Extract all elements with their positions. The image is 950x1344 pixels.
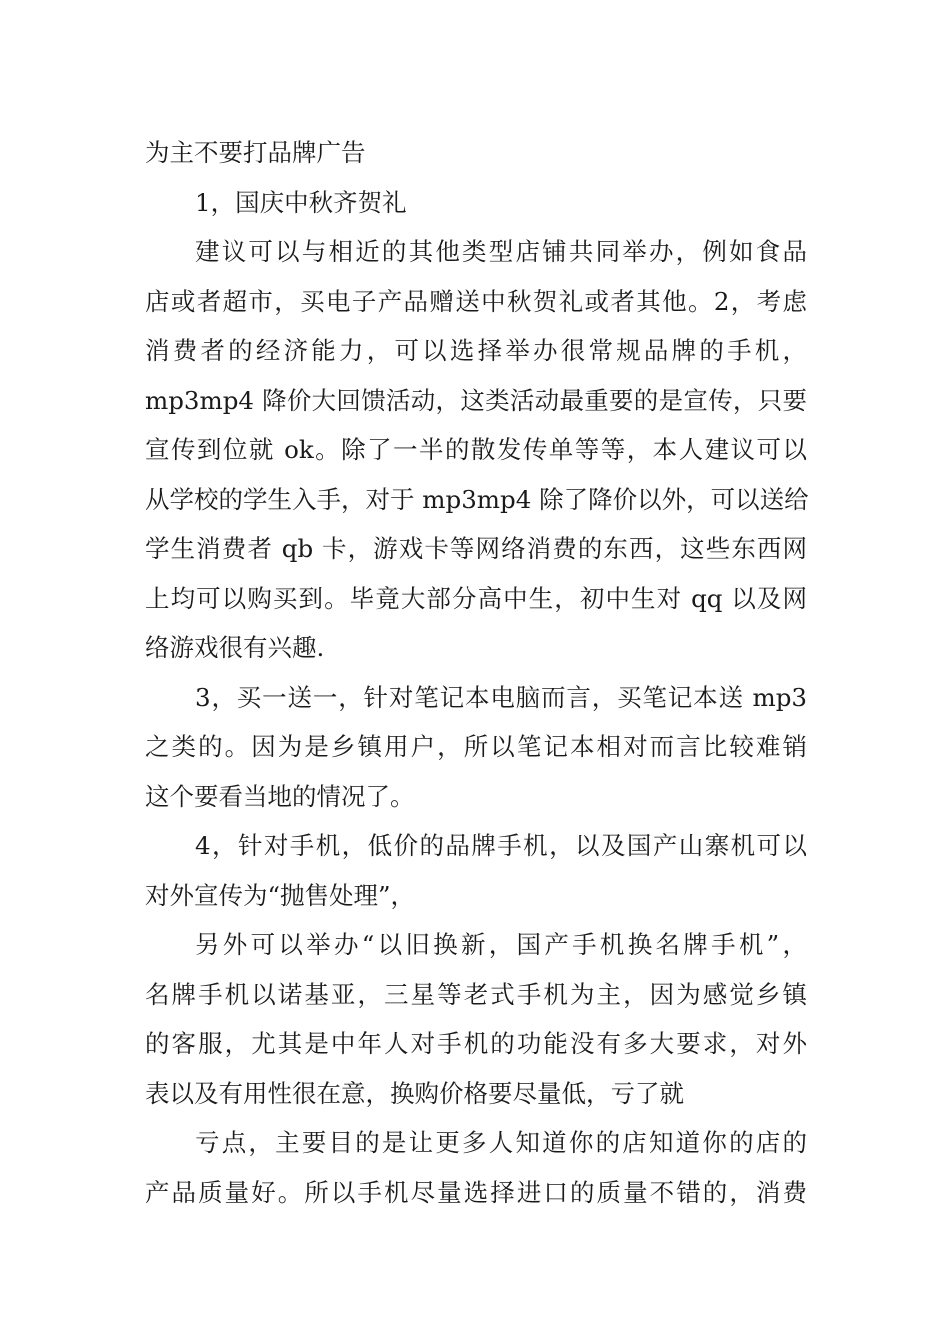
text-line: 3，买一送一，针对笔记本电脑而言，买笔记本送 mp3 xyxy=(195,682,807,712)
text-line: 另外可以举办“以旧换新，国产手机换名牌手机”， xyxy=(195,930,807,959)
text-line: 上均可以购买到。毕竟大部分高中生，初中生对 qq 以及网 xyxy=(145,583,807,613)
text-line: 宣传到位就 ok。除了一半的散发传单等等，本人建议可以 xyxy=(145,435,807,464)
text-line: 名牌手机以诺基亚，三星等老式手机为主，因为感觉乡镇 xyxy=(145,979,807,1009)
text-line: 之类的。因为是乡镇用户，所以笔记本相对而言比较难销 xyxy=(145,732,807,761)
text-line: 这个要看当地的情况了。 xyxy=(145,781,415,811)
text-line: 的客服，尤其是中年人对手机的功能没有多大要求，对外 xyxy=(145,1029,807,1058)
document-body xyxy=(145,128,807,1217)
text-line: 产品质量好。所以手机尽量选择进口的质量不错的，消费 xyxy=(145,1177,807,1207)
text-line: 学生消费者 qb 卡，游戏卡等网络消费的东西，这些东西网 xyxy=(145,534,807,563)
text-line: 络游戏很有兴趣. xyxy=(145,633,325,662)
text-line: 亏点，主要目的是让更多人知道你的店知道你的店的 xyxy=(195,1128,807,1157)
text-line: 从学校的学生入手，对于 mp3mp4 除了降价以外，可以送给 xyxy=(145,484,809,514)
text-line: 表以及有用性很在意，换购价格要尽量低，亏了就 xyxy=(145,1078,684,1108)
text-line: 为主不要打品牌广告 xyxy=(145,138,366,167)
text-line: 建议可以与相近的其他类型店铺共同举办，例如食品 xyxy=(195,237,807,266)
text-line: 1，国庆中秋齐贺礼 xyxy=(195,187,407,217)
text-line: 消费者的经济能力，可以选择举办很常规品牌的手机， xyxy=(145,336,807,365)
text-line: 店或者超市，买电子产品赠送中秋贺礼或者其他。2，考虑 xyxy=(145,286,807,316)
text-line: mp3mp4 降价大回馈活动，这类活动最重要的是宣传，只要 xyxy=(145,385,807,415)
text-line: 4，针对手机，低价的品牌手机，以及国产山寨机可以 xyxy=(195,831,807,860)
text-line: 对外宣传为“抛售处理”， xyxy=(145,880,416,910)
